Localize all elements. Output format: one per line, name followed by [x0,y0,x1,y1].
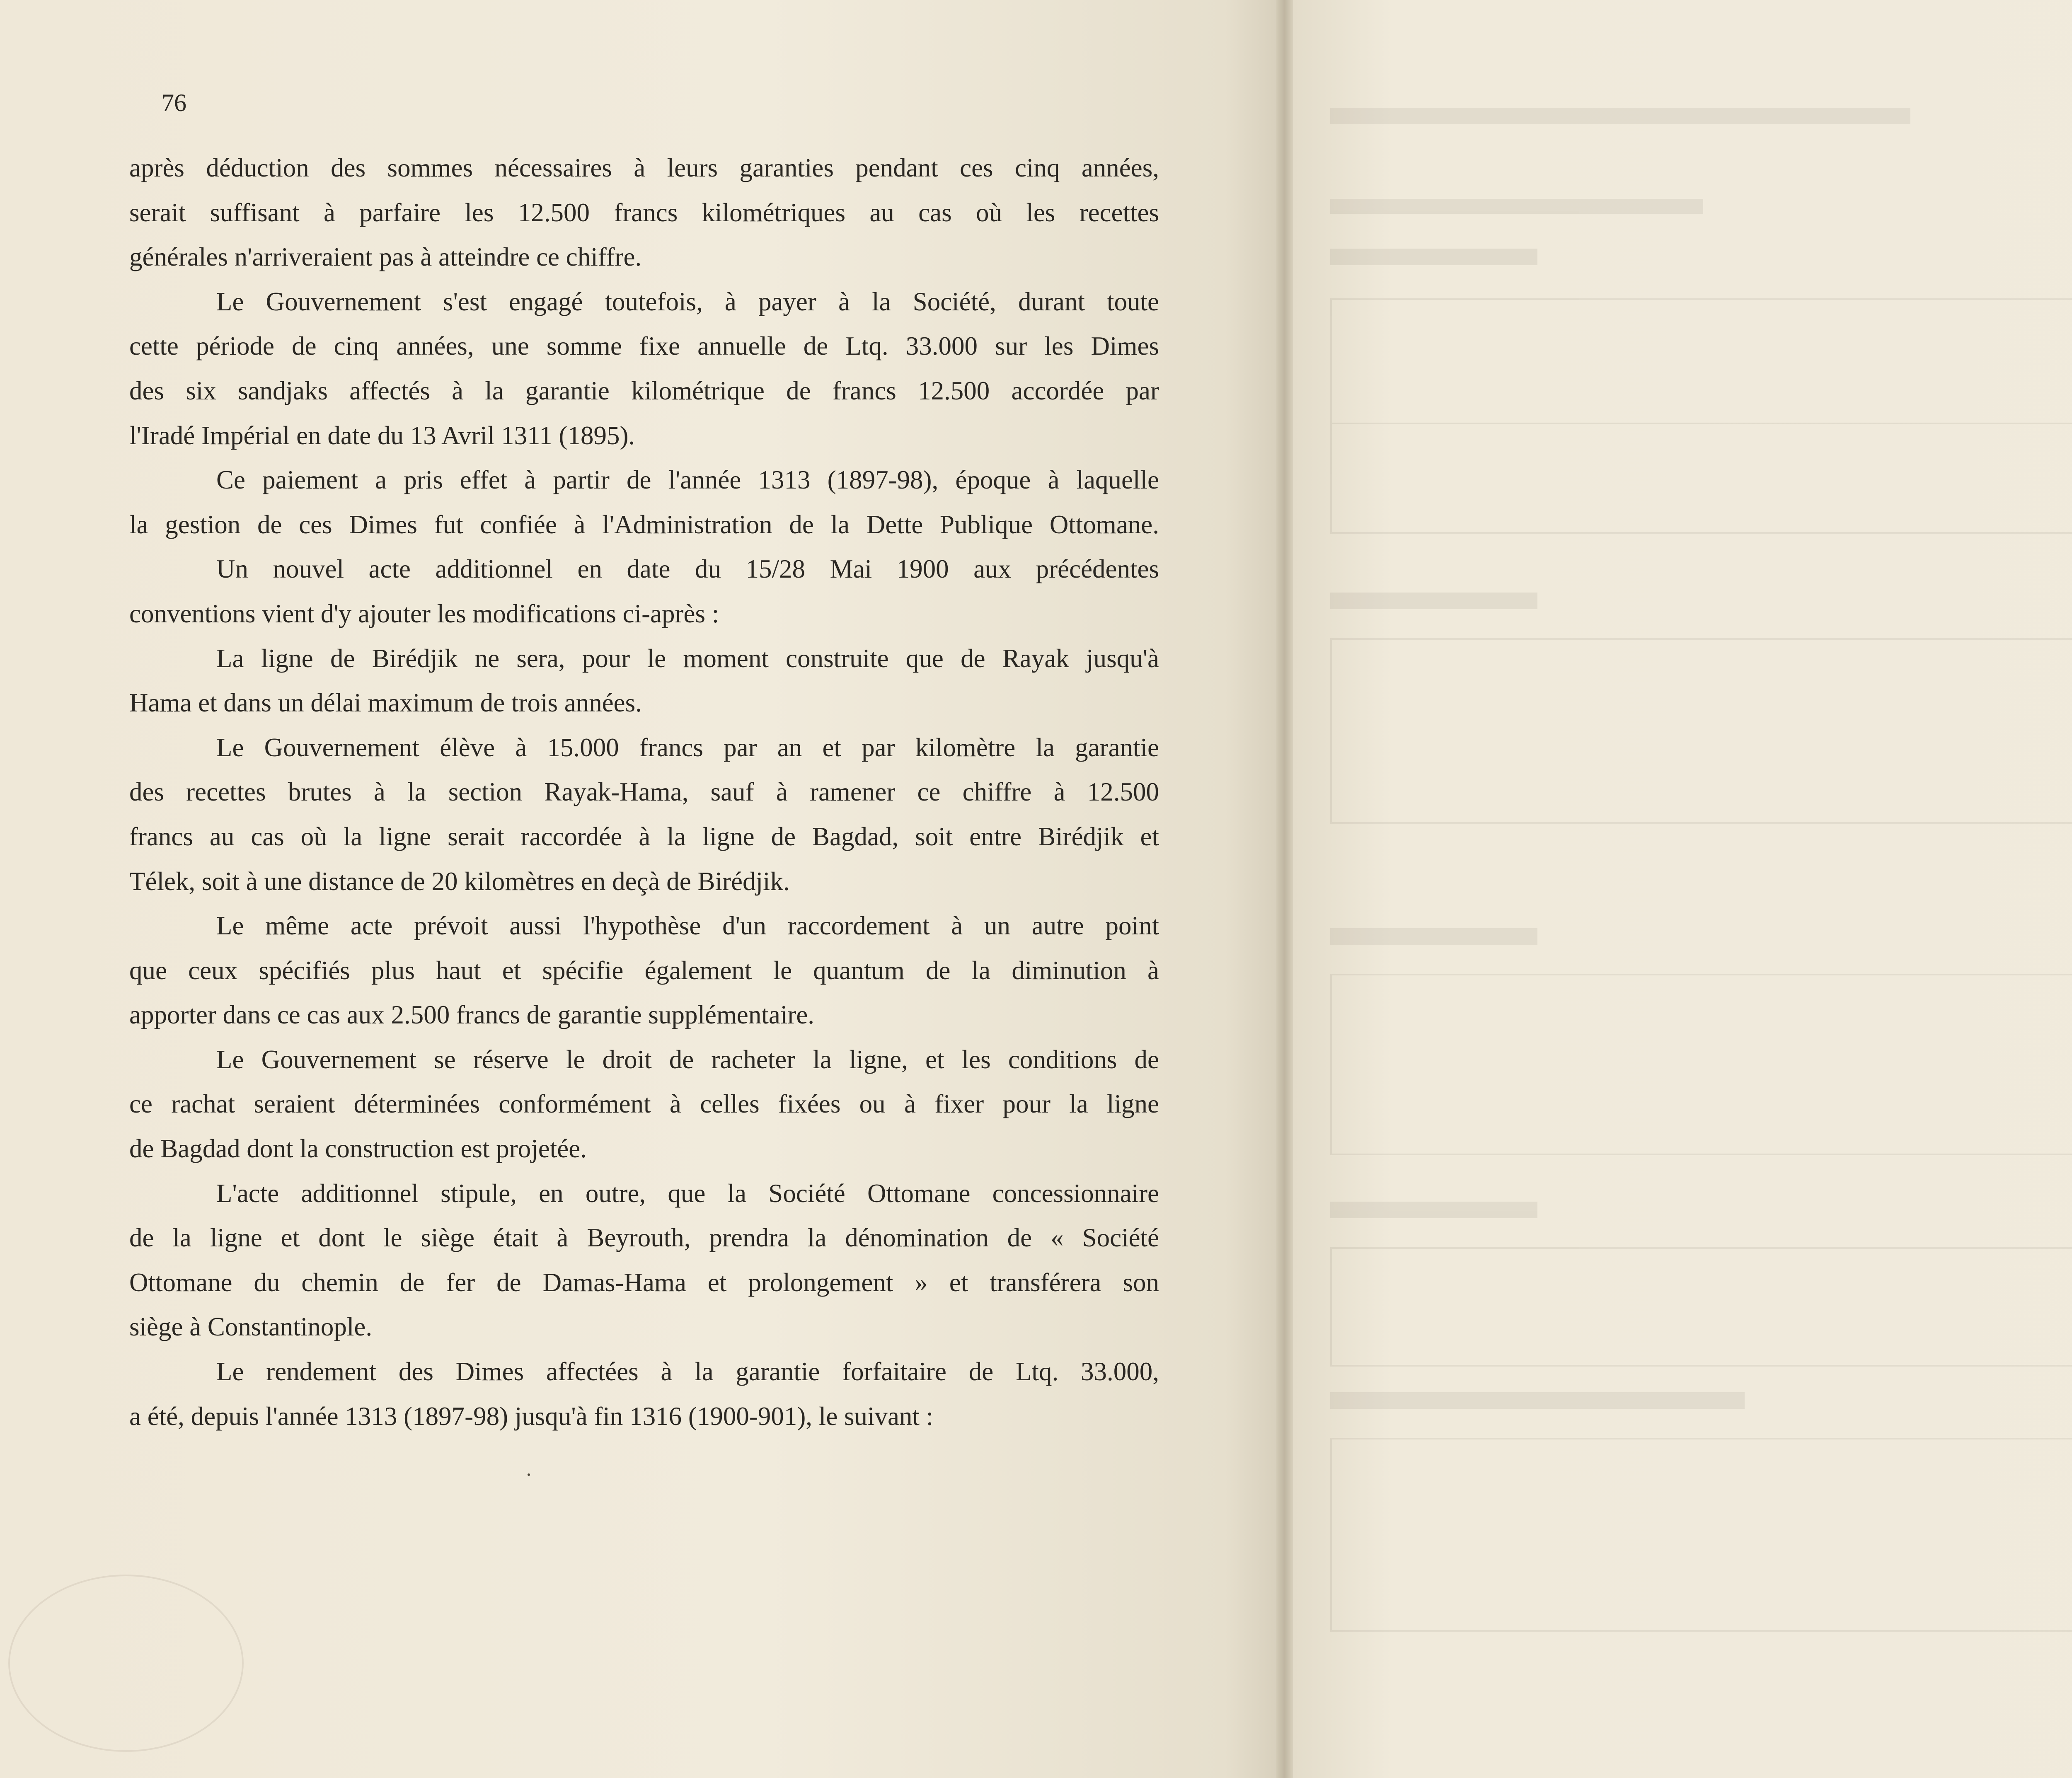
text-line: des six sandjaks affectés à la garantie kilométrique de francs 12.500 accordée par [129,376,1159,405]
text-line: Le Gouvernement se réserve le droit de racheter la ligne, et les conditions de [216,1045,1159,1074]
text-line: Hama et dans un délai maximum de trois années. [129,688,642,718]
text-line: siège à Constantinople. [129,1312,373,1342]
page-number: 76 [162,89,186,116]
text-line: Ce paiement a pris effet à partir de l'année 1313 (1897-98), époque à laquelle [216,465,1159,495]
text-line: des recettes brutes à la section Rayak-Hama, sauf à ramener ce chiffre à 12.500 [129,777,1159,807]
text-line: Ottomane du chemin de fer de Damas-Hama et prolongement » et transférera son [129,1268,1159,1297]
book-gutter [1276,0,1293,1778]
text-line: ce rachat seraient déterminées conformément à celles fixées ou à fixer pour la ligne [129,1089,1159,1119]
text-line: L'acte additionnel stipule, en outre, que la Société Ottomane concessionnaire [216,1178,1159,1208]
text-line: Le Gouvernement s'est engagé toutefois, à payer à la Société, durant toute [216,287,1159,316]
text-line: générales n'arriveraient pas à atteindre ce chiffre. [129,242,642,272]
text-line: La ligne de Birédjik ne sera, pour le moment construite que de Rayak jusqu'à [216,643,1159,673]
text-line: a été, depuis l'année 1313 (1897-98) jusqu'à fin 1316 (1900-901), le suivant : [129,1401,934,1431]
text-line: conventions vient d'y ajouter les modifications ci-après : [129,599,719,628]
text-line: après déduction des sommes nécessaires à leurs garanties pendant ces cinq années, [129,153,1159,182]
text-line: Télek, soit à une distance de 20 kilomètres en deçà de Birédjik. [129,866,790,896]
text-line: serait suffisant à parfaire les 12.500 francs kilométriques au cas où les recettes [129,198,1159,227]
ink-speck [528,1473,530,1476]
text-line: cette période de cinq années, une somme fixe annuelle de Ltq. 33.000 sur les Dimes [129,331,1159,361]
text-line: de la ligne et dont le siège était à Beyrouth, prendra la dénomination de « Société [129,1223,1159,1253]
text-line: Le même acte prévoit aussi l'hypothèse d'un raccordement à un autre point [216,911,1159,941]
text-line: la gestion de ces Dimes fut confiée à l'Administration de la Dette Publique Ottomane. [129,510,1159,539]
text-line: apporter dans ce cas aux 2.500 francs de garantie supplémentaire. [129,1000,815,1030]
faded-stamp-mark [8,1575,244,1752]
text-line: l'Iradé Impérial en date du 13 Avril 1311 (1895). [129,421,635,450]
text-line: Le rendement des Dimes affectées à la garantie forfaitaire de Ltq. 33.000, [216,1357,1159,1386]
text-line: Le Gouvernement élève à 15.000 francs par an et par kilomètre la garantie [216,733,1159,762]
text-line: que ceux spécifiés plus haut et spécifie également le quantum de la diminution à [129,956,1159,985]
text-line: de Bagdad dont la construction est projetée. [129,1134,587,1164]
bleed-through-table-ghost [1314,83,2072,1657]
body-text [129,146,1159,1439]
text-line: Un nouvel acte additionnel en date du 15/28 Mai 1900 aux précédentes [216,554,1159,584]
text-line: francs au cas où la ligne serait raccordée à la ligne de Bagdad, soit entre Birédjik et [129,822,1159,851]
